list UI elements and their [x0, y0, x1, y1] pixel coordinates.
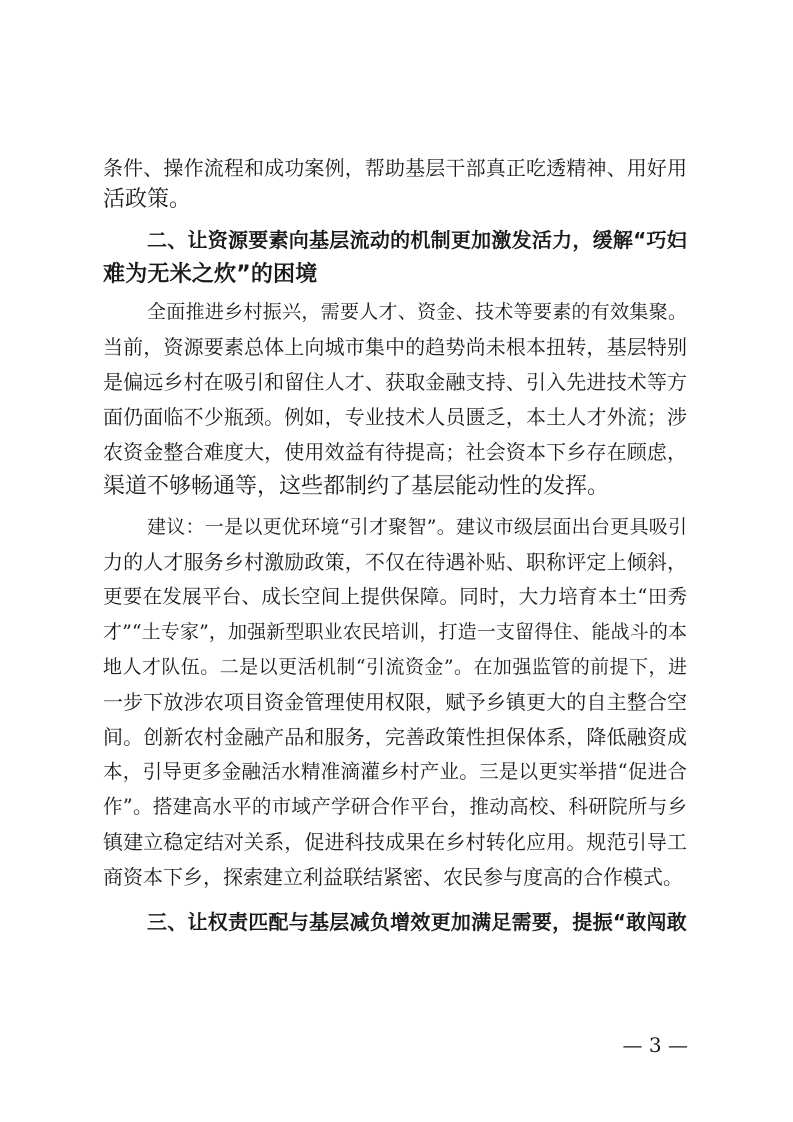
body-line: 面仍面临不少瓶颈。例如，专业技术人员匮乏，本土人才外流；涉 [103, 405, 687, 429]
body-line: 条件、操作流程和成功案例，帮助基层干部真正吃透精神、用好用 [103, 156, 687, 180]
section-heading-2: 二、让资源要素向基层流动的机制更加激发活力，缓解“巧妇 [147, 228, 687, 252]
body-line: 本，引导更多金融活水精准滴灌乡村产业。三是以更实举措“促进合 [103, 760, 687, 783]
body-line: 镇建立稳定结对关系，促进科技成果在乡村转化应用。规范引导工 [103, 830, 687, 854]
body-line: 建议：一是以更优环境“引才聚智”。建议市级层面出台更具吸引 [147, 516, 687, 538]
body-line: 全面推进乡村振兴，需要人才、资金、技术等要素的有效集聚。 [147, 301, 687, 323]
body-line: 一步下放涉农项目资金管理使用权限，赋予乡镇更大的自主整合空 [103, 690, 687, 714]
body-line: 才”“土专家”，加强新型职业农民培训，打造一支留得住、能战斗的本 [103, 621, 687, 643]
body-line: 农资金整合难度大，使用效益有待提高；社会资本下乡存在顾虑， [103, 440, 687, 464]
body-line: 更要在发展平台、成长空间上提供保障。同时，大力培育本土“田秀 [103, 585, 687, 608]
section-heading-3: 三、让权责匹配与基层减负增效更加满足需要，提振“敢闯敢 [147, 910, 687, 934]
page-number: — 3 — [622, 1033, 688, 1057]
body-line: 商资本下乡，探索建立利益联结紧密、农民参与度高的合作模式。 [103, 865, 683, 889]
section-heading-2-cont: 难为无米之炊”的困境 [103, 262, 318, 287]
body-line: 力的人才服务乡村激励政策，不仅在待遇补贴、职称评定上倾斜， [103, 550, 687, 574]
body-line: 作”。搭建高水平的市域产学研合作平台，推动高校、科研院所与乡 [103, 795, 687, 818]
body-line: 是偏远乡村在吸引和留住人才、获取金融支持、引入先进技术等方 [103, 370, 687, 394]
body-line: 地人才队伍。二是以更活机制“引流资金”。在加强监管的前提下，进 [103, 656, 687, 678]
body-line: 活政策。 [103, 187, 192, 212]
body-line: 当前，资源要素总体上向城市集中的趋势尚未根本扭转，基层特别 [103, 335, 687, 359]
body-line: 间。创新农村金融产品和服务，完善政策性担保体系，降低融资成 [103, 725, 687, 749]
body-line: 渠道不够畅通等，这些都制约了基层能动性的发挥。 [103, 474, 610, 499]
